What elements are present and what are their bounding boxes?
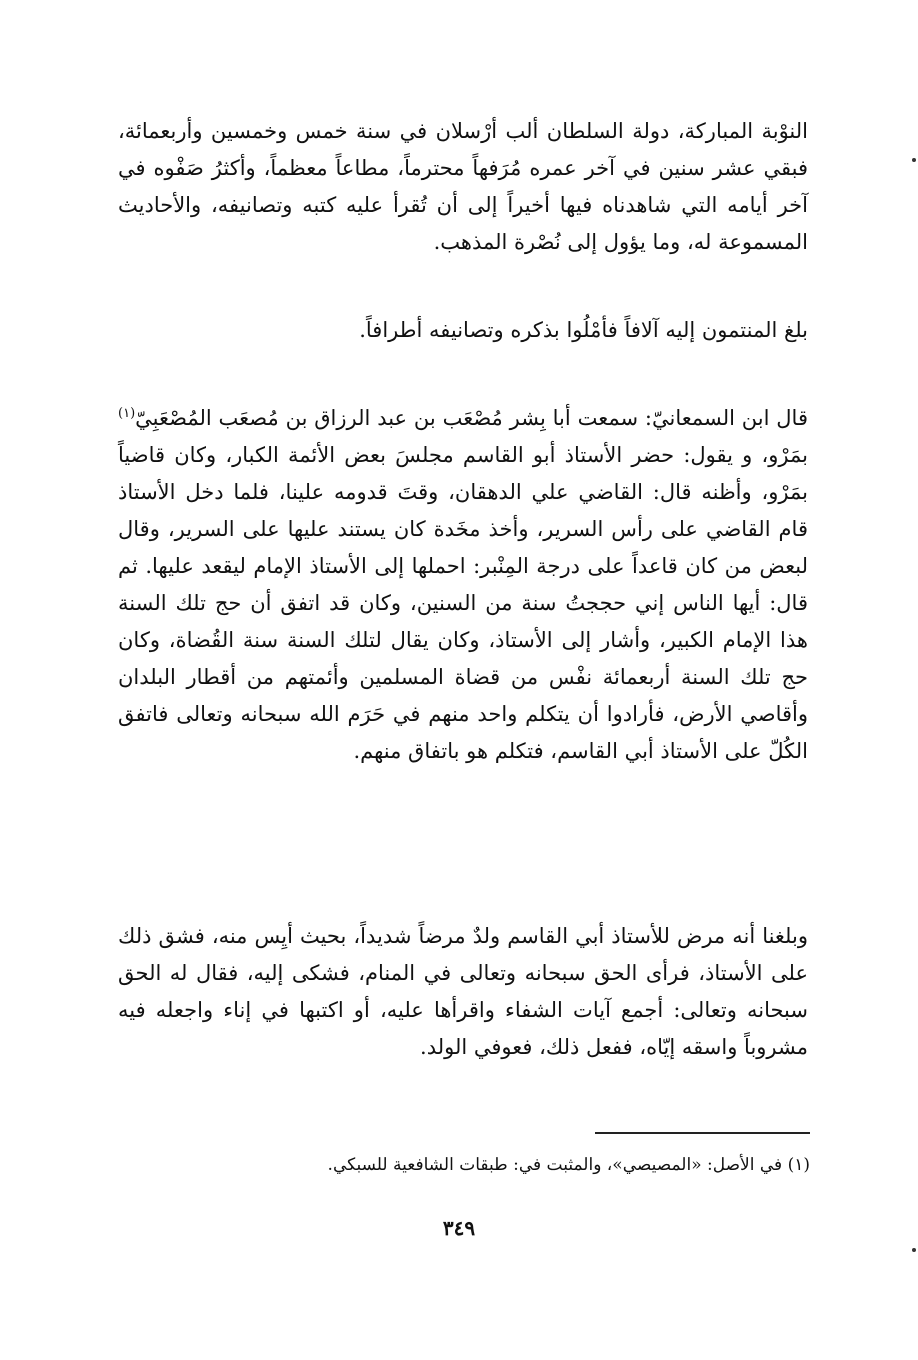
scan-speck	[912, 158, 916, 162]
footnote-separator	[595, 1132, 810, 1134]
page-number: ٣٤٩	[442, 1216, 476, 1240]
paragraph-ruler-reign: النوْبة المباركة، دولة السلطان ألب أرْسلان في سنة خمس وخمسين وأربعمائة، فبقي عشر سنين في آخر عمره مُرَفهاً محترماً، مطاعاً معظماً، وأكثرُ صَفْوه في آخر أيامه التي شاهدناه فيها أخيراً إلى أن تُقرأ عليه كتبه وتصانيفه، والأحاديث المسموعة له، وما يؤول إلى نُصْرة المذهب.	[118, 119, 808, 254]
footnote-reference: (١)	[118, 406, 136, 421]
paragraph-2-start: قال ابن السمعانيّ: سمعت أبا بِشر مُصْعَب بن عبد الرزاق بن مُصعَب المُصْعَبِيّ	[135, 406, 808, 430]
verse-line: بلغ المنتمون إليه آلافاً فأمْلُوا بذكره وتصانيفه أطرافاً.	[359, 318, 808, 342]
paragraph-samani-account	[118, 395, 808, 770]
footnote: (١) في الأصل: «المصيصي»، والمثبت في: طبقات الشافعية للسبكي.	[327, 1155, 810, 1175]
paragraph-2-rest: بمَرْو، و يقول: حضر الأستاذ أبو القاسم مجلسَ بعض الأئمة الكبار، وكان قاضياً بمَرْو، وأظنه قال: القاضي علي الدهقان، وقتَ قدومه علينا، فلما دخل الأستاذ قام القاضي على رأس السرير، وأخذ مخَدة كان يستند عليها على السرير، وقال لبعض من كان قاعداً على درجة المِنْبر: احملها إلى الأستاذ الإمام ليقعد عليها. ثم قال: أيها الناس إني حججتُ سنة من السنين، وكان قد اتفق أن حج تلك السنة هذا الإمام الكبير، وأشار إلى الأستاذ، وكان يقال لتلك السنة سنة القُضاة، وكان حج تلك السنة أربعمائة نفْس من قضاة المسلمين وأئمتهم من أقطار البلدان وأقاصي الأرض، فأرادوا أن يتكلم واحد منهم في حَرَم الله سبحانه وتعالى فاتفق الكُلّ على الأستاذ أبي القاسم، فتكلم هو باتفاق منهم.	[118, 443, 808, 763]
scan-speck	[912, 1248, 916, 1252]
paragraph-son-illness: وبلغنا أنه مرض للأستاذ أبي القاسم ولدٌ مرضاً شديداً، بحيث أيِس منه، فشق ذلك على الأستاذ، فرأى الحق سبحانه وتعالى في المنام، فشكى إليه، فقال له الحق سبحانه وتعالى: أجمع آيات الشفاء واقرأها عليه، أو اكتبها في إناء واجعله فيه مشروباً واسقه إيّاه، ففعل ذلك، فعوفي الولد.	[118, 924, 808, 1059]
